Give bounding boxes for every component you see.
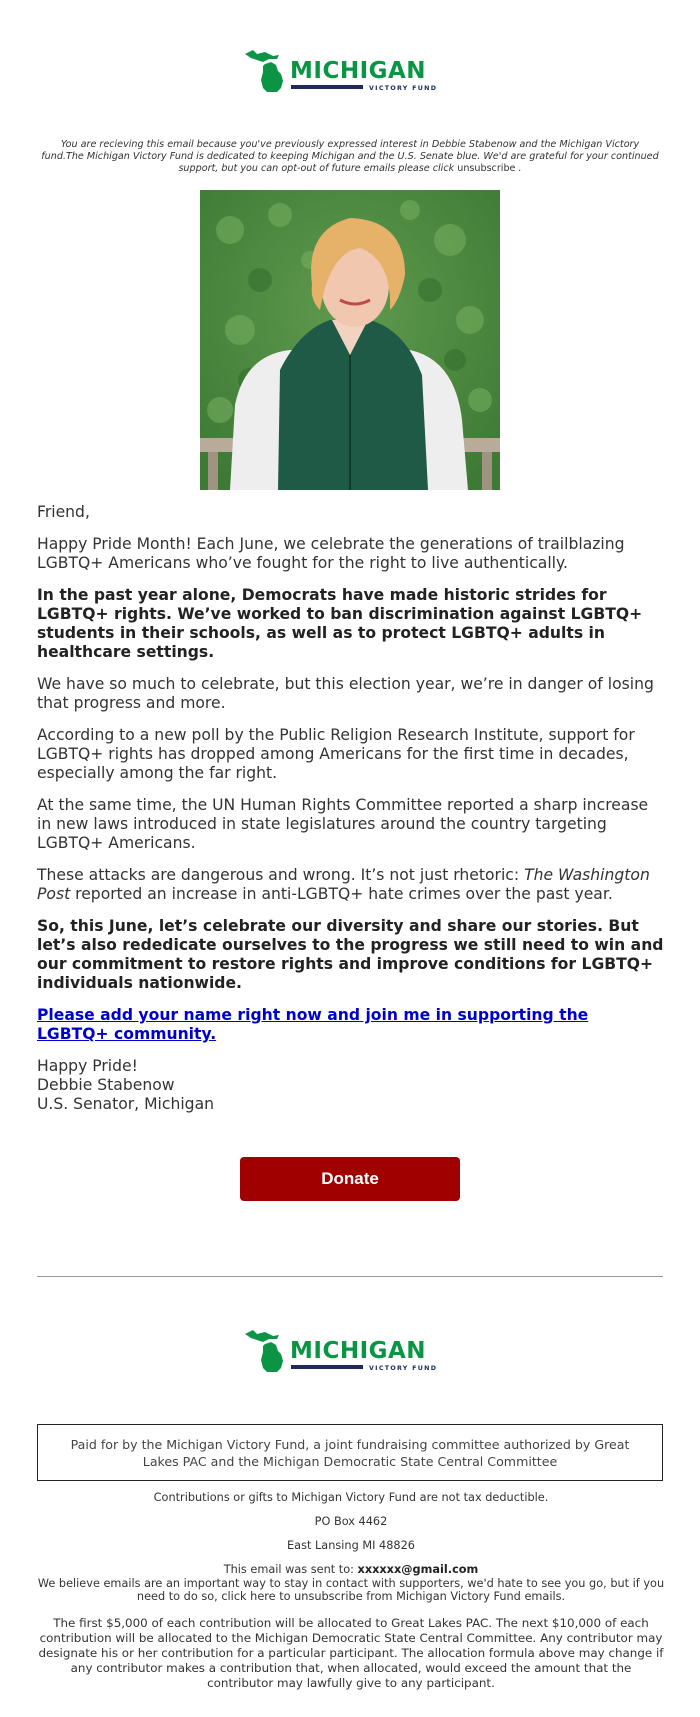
michigan-victory-fund-logo	[243, 48, 449, 96]
tax-deductible-note: Contributions or gifts to Michigan Victory Fund are not tax deductible.	[153, 1491, 549, 1504]
cta-paragraph	[37, 1006, 665, 1044]
add-your-name-link[interactable]: Please add your name right now and join me in supporting the LGBTQ+ community.	[37, 1006, 589, 1043]
logo-subtitle: VICTORY FUND	[369, 85, 438, 92]
paragraph-un-report: At the same time, the UN Human Rights Committee reported a sharp increase in new laws introduced in state legislatures around the country targeting LGBTQ+ Americans.	[37, 796, 649, 852]
logo-wordmark: MICHIGAN	[290, 58, 427, 84]
paragraph-danger: We have so much to celebrate, but this election year, we’re in danger of losing that progress and more.	[37, 675, 654, 712]
michigan-victory-fund-logo-footer	[243, 1328, 449, 1376]
email-body	[37, 503, 665, 1114]
signature	[37, 1057, 665, 1114]
michigan-map-icon	[245, 1330, 283, 1372]
donate-button-container	[240, 1157, 460, 1201]
paid-for-disclaimer: Paid for by the Michigan Victory Fund, a joint fundraising committee authorized by Great Lakes PAC and the Michigan Democratic State Central Committee	[37, 1424, 663, 1481]
recipient-email: xxxxxx@gmail.com	[357, 1563, 479, 1576]
signer-name: Debbie Stabenow	[37, 1076, 175, 1094]
paragraph-poll: According to a new poll by the Public Religion Research Institute, support for LGBTQ+ rights has dropped among Americans for the first time in decades, especially among the far right.	[37, 726, 635, 782]
allocation-disclaimer: The first $5,000 of each contribution will be allocated to Great Lakes PAC. The next $10,000 of each contribution will be allocated to the Michigan Democratic State Central Committee. Any contributor may designate his or her contribution for a particular participant. The allocation formula above may change if any contributor makes a contribution that, when allocated, would exceed the amount that the contributor may lawfully give to any participant.	[38, 1616, 664, 1690]
michigan-map-icon	[245, 50, 283, 92]
footer-divider	[37, 1276, 663, 1277]
preheader-notice: You are recieving this email because you've previously expressed interest in Debbie Stabenow and the Michigan Victory fund.The Michigan Victory Fund is dedicated to keeping Michigan and the U.S. Senate blue. We'd are grateful for your continued support, but you can opt-out of future emails please click unsubscribe .	[41, 139, 659, 174]
signer-title: U.S. Senator, Michigan	[37, 1095, 215, 1113]
senator-portrait-photo	[200, 190, 500, 490]
po-box: PO Box 4462	[314, 1515, 388, 1528]
donate-button[interactable]: Donate	[240, 1157, 460, 1201]
paragraph-celebrate: So, this June, let’s celebrate our diversity and share our stories. But let’s also rededicate ourselves to the progress we still need to win and our commitment to restore rights and improve conditions for LGBTQ+ individuals nationwide.	[37, 917, 664, 992]
footer-unsubscribe-link[interactable]: click here to unsubscribe from Michigan Victory Fund emails.	[221, 1590, 566, 1603]
sent-to-and-unsubscribe: This email was sent to: xxxxxx@gmail.com We believe emails are an important way to stay in contact with supporters, we'd hate to see you go, but if you need to do so, click here to unsubscribe from Michigan Victory Fund emails.	[37, 1563, 665, 1603]
preheader-unsubscribe-link[interactable]: unsubscribe	[457, 163, 516, 174]
paragraph-historic-strides: In the past year alone, Democrats have made historic strides for LGBTQ+ rights. We’ve worked to ban discrimination against LGBTQ+ students in their schools, as well as to protect LGBTQ+ adults in healthcare settings.	[37, 586, 643, 661]
sign-off: Happy Pride!	[37, 1057, 138, 1075]
logo-wordmark: MICHIGAN	[290, 1338, 427, 1364]
greeting: Friend,	[37, 503, 90, 521]
paragraph-pride-month: Happy Pride Month! Each June, we celebrate the generations of trailblazing LGBTQ+ Americans who’ve fought for the right to live authentically.	[37, 535, 625, 572]
logo-subtitle: VICTORY FUND	[369, 1365, 438, 1372]
paragraph-attacks: These attacks are dangerous and wrong. It’s not just rhetoric: The Washington Post reported an increase in anti-LGBTQ+ hate crimes over the past year.	[37, 866, 650, 903]
city-address: East Lansing MI 48826	[287, 1539, 415, 1552]
